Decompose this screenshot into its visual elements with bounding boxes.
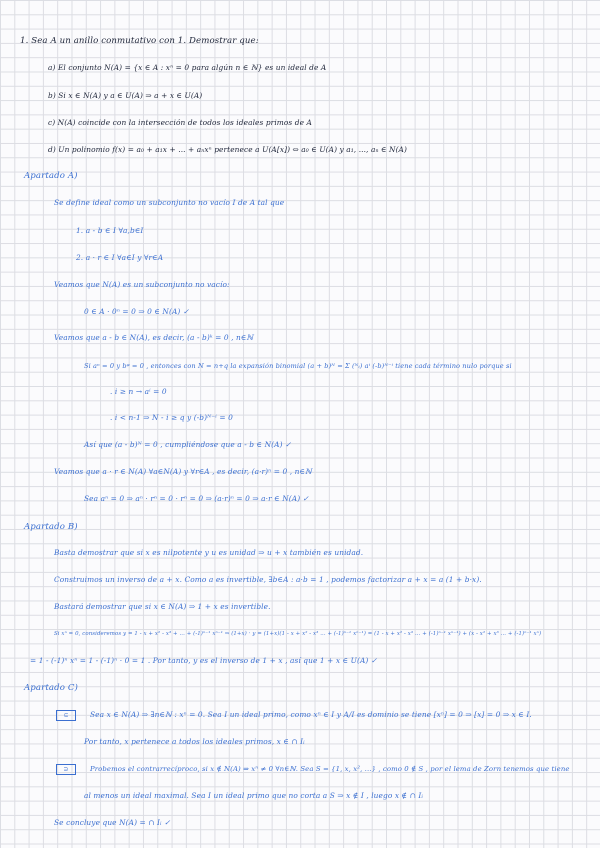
section-a-title: Apartado A) [24,171,78,181]
check-icon: ✓ [302,494,309,503]
problem-part-c: c) N(A) coincide con la intersección de todos los ideales primos de A [48,118,312,127]
section-b-line: Bastará demostrar que si x ∈ N(A) ⇒ 1 + x es invertible. [54,602,271,611]
section-b-title: Apartado B) [24,522,78,532]
section-c-title: Apartado C) [24,683,78,693]
section-b-line: Construimos un inverso de a + x. Como a es invertible, ∃b∈A : a·b = 1 , podemos factorizar a + x = a (1 + b·x). [54,575,482,584]
section-a-line: 1. a - b ∈ I ∀a,b∈I [76,226,144,235]
section-a-line: Veamos que N(A) es un subconjunto no vacío: [54,280,230,289]
problem-header: 1. Sea A un anillo conmutativo con 1. Demostrar que: [20,36,259,46]
section-a-line: Sea aⁿ = 0 ⇒ aⁿ · rⁿ = 0 · rⁿ = 0 ⇒ (a·r)ⁿ = 0 ⇒ a·r ∈ N(A) ✓ [84,494,309,503]
section-a-line: Se define ideal como un subconjunto no vacío I de A tal que [54,198,285,207]
section-a-line: . i ≥ n → aⁱ = 0 [110,387,167,396]
subset-box-label: ⊆ [56,710,76,721]
section-a-line: Veamos que a - b ∈ N(A), es decir, (a - b)ᵏ = 0 , n∈ℕ [54,333,254,342]
section-c-line: Se concluye que N(A) = ∩ Iᵢ ✓ [54,818,171,827]
section-a-line: Veamos que a · r ∈ N(A) ∀a∈N(A) y ∀r∈A , es decir, (a·r)ⁿ = 0 , n∈ℕ [54,467,312,476]
problem-part-a: a) El conjunto N(A) = {x ∈ A : xⁿ = 0 para algún n ∈ ℕ} es un ideal de A [48,63,327,72]
section-c-line: Por tanto, x pertenece a todos los ideales primos, x ∈ ∩ Iᵢ [84,737,305,746]
problem-part-b: b) Si x ∈ N(A) y a ∈ U(A) ⇒ a + x ∈ U(A) [48,91,203,100]
section-b-line: Basta demostrar que si x es nilpotente y u es unidad ⇒ u + x también es unidad. [54,548,364,557]
check-icon: ✓ [182,307,190,316]
section-c-line: Sea x ∈ N(A) ⇒ ∃n∈ℕ : xⁿ = 0. Sea I un ideal primo, como xⁿ ∈ I y A/I es dominio se tiene [xⁿ] = 0 ⇒ [x] = 0 ⇒ x ∈ I. [90,710,532,719]
section-c-line: al menos un ideal maximal. Sea I un ideal primo que no corta a S ⇒ x ∉ I , luego x ∉ ∩ Iᵢ [84,791,423,800]
section-a-line: 0 ∈ A · 0ⁿ = 0 ⇒ 0 ∈ N(A) ✓ [84,307,190,316]
problem-part-d: d) Un polinomio f(x) = a₀ + a₁x + ... + aₙxⁿ pertenece a U(A[x]) ⇔ a₀ ∈ U(A) y a₁, ..., aₙ ∈ N(A) [48,145,407,154]
section-a-line: Si aⁿ = 0 y bᵠ = 0 , entonces con N = n+q la expansión binomial (a + b)ᴺ = Σ (ᴺᵢ) aⁱ (-b)ᴺ⁻ⁱ tiene cada término nulo porque si [84,362,512,370]
section-a-line: . i < n-1 ⇒ N - i ≥ q y (-b)ᴺ⁻ⁱ = 0 [110,413,233,422]
check-icon: ✓ [370,656,378,665]
section-b-line: Si xⁿ = 0, consideremos y = 1 - x + x² - x³ + ... + (-1)ⁿ⁻¹ xⁿ⁻¹ ⇒ (1+x) · y = (1+x)(1 - x + x² - x³ ... + (-1)ⁿ⁻¹ xⁿ⁻¹) = (1 - x + x² - x³ ... + (-1)ⁿ⁻¹ xⁿ⁻¹) + (x - x² + x³ ... + (-1)ⁿ⁻¹ xⁿ) [54,631,542,637]
section-a-line: 2. a · r ∈ I ∀a∈I y ∀r∈A [76,253,164,262]
superset-box-label: ⊇ [56,764,76,775]
section-a-line: Así que (a - b)ᴺ = 0 , cumpliéndose que a - b ∈ N(A) ✓ [84,440,292,449]
check-icon: ✓ [164,818,171,827]
check-icon: ✓ [285,440,292,449]
section-c-line: Probemos el contrarrecíproco, si x ∉ N(A) ⇒ xⁿ ≠ 0 ∀n∈ℕ. Sea S = {1, x, x², ...} , como 0 ∉ S , por el lema de Zorn tenemos que tiene [90,765,570,773]
section-b-line: = 1 - (-1)ⁿ xⁿ = 1 - (-1)ⁿ · 0 = 1 . Por tanto, y es el inverso de 1 + x , así que 1 + x ∈ U(A) ✓ [30,656,378,665]
